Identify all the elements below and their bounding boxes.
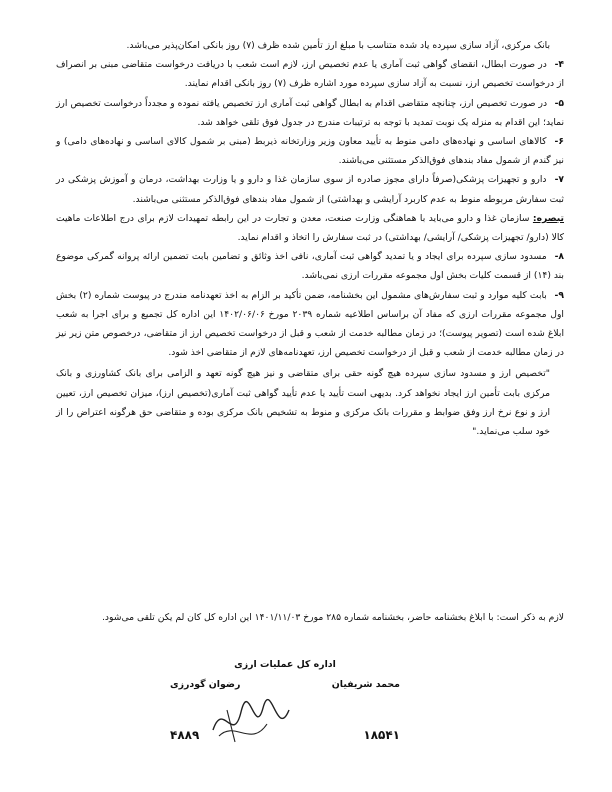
handwritten-signature bbox=[205, 690, 295, 750]
item-6 bbox=[56, 132, 564, 170]
item-number: ۷- bbox=[554, 174, 564, 186]
item-number: ۸- bbox=[554, 251, 564, 263]
item-text: در صورت تخصیص ارز، چنانچه متقاضی اقدام به ابطال گواهی ثبت آماری ارز تخصیص یافته نموده و مجدداً درخواست تخصیص ارز نماید؛ این اقدام به منزله یک نوبت تمدید با توجه به ترتیبات مندرج در جدول فوق تلقی خواهد شد. bbox=[56, 97, 564, 128]
item-7 bbox=[56, 170, 564, 208]
intro-paragraph: بانک مرکزی، آزاد سازی سپرده یاد شده متناسب با مبلغ ارز تأمین شده ظرف (۷) روز بانکی امکان‌پذیر می‌باشد. bbox=[126, 40, 550, 51]
signatory-name: رضوان گودرزی bbox=[170, 679, 241, 690]
department-name: اداره کل عملیات ارزی bbox=[234, 659, 336, 670]
item-number: ۵- bbox=[554, 97, 565, 109]
item-5 bbox=[56, 94, 564, 132]
item-number: ۶- bbox=[554, 136, 564, 148]
closing-paragraph: لازم به ذکر است: با ابلاغ بخشنامه حاضر، بخشنامه شماره ۲۸۵ مورخ ۱۴۰۱/۱۱/۰۳ این اداره کل کان لم یکن تلقی می‌شود. bbox=[102, 612, 564, 623]
item-4 bbox=[56, 55, 564, 93]
item-8 bbox=[56, 247, 564, 285]
signatory-code: ۱۸۵۴۱ bbox=[363, 728, 400, 742]
item-text: در صورت ابطال، انقضای گواهی ثبت آماری یا عدم تخصیص ارز، لازم است شعب با دریافت درخواست متقاضی مبنی بر انصراف از درخواست تخصیص ارز، نسبت به آزاد سازی سپرده مورد اشاره ظرف (۷) روز بانکی اقدام نمایند. bbox=[56, 59, 564, 90]
item-9 bbox=[56, 286, 564, 363]
item-text: دارو و تجهیزات پزشکی(صرفاً دارای مجوز صادره از سوی سازمان غذا و دارو و یا وزارت بهداشت، درمان و آموزش پزشکی در ثبت سفارش مربوطه منوط به عدم کاربرد آرایشی و بهداشتی) از شمول مفاد بندهای فوق‌الذکر مستثنی می‌باشند. bbox=[56, 174, 564, 205]
item-number: ۹- bbox=[554, 289, 564, 301]
signatory-name: محمد شریفیان bbox=[331, 679, 400, 690]
body-text bbox=[56, 36, 564, 441]
item-text: بابت کلیه موارد و ثبت سفارش‌های مشمول این بخشنامه، ضمن تأکید بر الزام به اخذ تعهدنامه مندرج در پیوست شماره (۲) بخش اول مجموعه مقررات ارزی که مفاد آن براساس اطلاعیه شماره ۲۰۳۹ مورخ ۱۴۰۲/۰۶/۰۶ این اداره کل تجمیع و برای اجرا به شعب ابلاغ شده است (تصویر پیوست)؛ در زمان مطالبه خدمت از شعب و قبل از درخواست تخصیص ارز از متقاضی، درخصوص متن زیر نیز در زمان مطالبه خدمت از شعب و قبل از درخواست تخصیص ارز، تعهدنامه‌های لازم از متقاضی اخذ شود. bbox=[56, 289, 564, 359]
item-number: ۴- bbox=[554, 59, 565, 71]
note-title: تبصره: bbox=[532, 212, 564, 224]
item-text: کالاهای اساسی و نهاده‌های دامی منوط به تأیید معاون وزیر وزارتخانه ذیربط (مبنی بر شمول کالای اساسی و نهاده‌های دامی) و نیز گندم از شمول مفاد بندهای فوق‌الذکر مستثنی می‌باشند. bbox=[56, 136, 564, 167]
note-text: سازمان غذا و دارو می‌باید با هماهنگی وزارت صنعت، معدن و تجارت در این رابطه تمهیدات لازم برای درج اطلاعات ماهیت کالا (دارو/ تجهیزات پزشکی/ آرایشی/ بهداشتی) در ثبت سفارش را اتخاذ و اقدام نماید. bbox=[56, 212, 564, 244]
commitment-quote: "تخصیص ارز و مسدود سازی سپرده هیچ گونه حقی برای متقاضی و نیز هیچ گونه تعهد و الزامی برای بانک کشاورزی و بانک مرکزی بابت تأمین ارز ایجاد نخواهد کرد. بدیهی است تأیید یا عدم تأیید گواهی ثبت آماری(تخصیص ارز)، میزان تخصیص ارز، تعیین ارز و نوع نرخ ارز وفق ضوابط و مقررات بانک مرکزی و منوط به تشخیص بانک مرکزی بوده و متقاضی حق هرگونه اعتراض را از خود سلب می‌نماید." bbox=[56, 368, 550, 438]
item-text: مسدود سازی سپرده برای ایجاد و یا تمدید گواهی ثبت آماری، نافی اخذ وثائق و تضامین بابت تضمین ارائه پروانه گمرکی موضوع بند (۱۴) از قسمت کلیات بخش اول مجموعه مقررات ارزی نمی‌باشد. bbox=[56, 251, 564, 282]
note-paragraph bbox=[56, 209, 564, 247]
signatory-code: ۴۸۸۹ bbox=[170, 728, 200, 742]
